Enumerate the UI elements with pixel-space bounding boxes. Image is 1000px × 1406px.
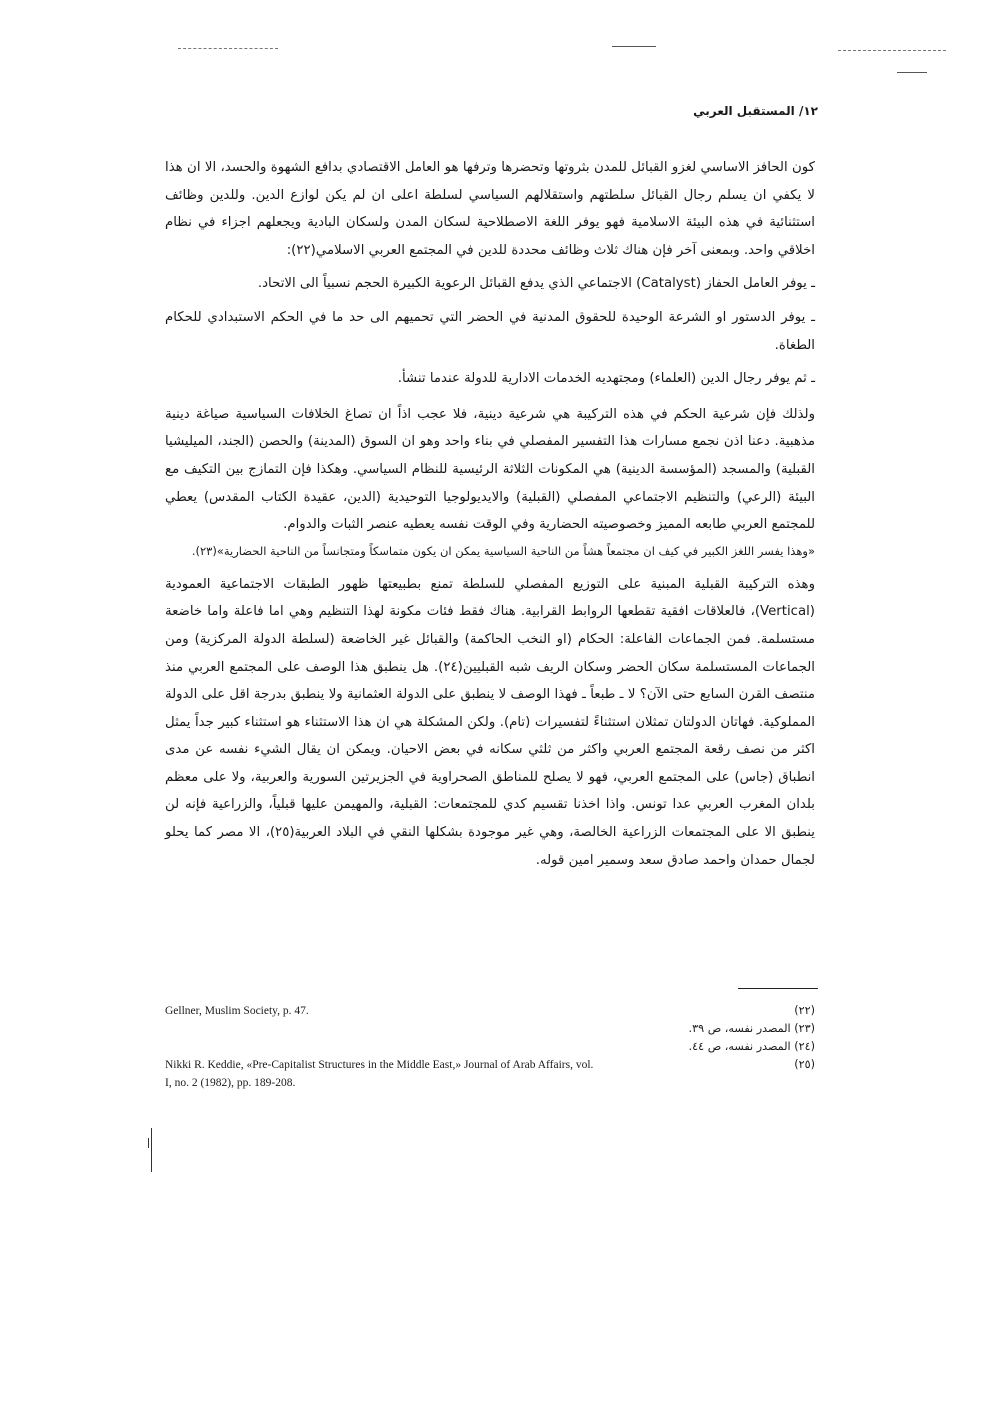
scan-artifact-line	[178, 48, 278, 49]
footnote-23	[165, 1020, 815, 1038]
footnotes	[165, 1002, 815, 1092]
paragraph-2-quote: «وهذا يفسر اللغز الكبير في كيف ان مجتمعاً هشاً من الناحية السياسية يمكن ان يكون متماسكاً ومتجانساً من الناحية الحضارية»(٢٣).	[191, 543, 815, 558]
paragraph-2: ولذلك فإن شرعية الحكم في هذه التركيبة هي شرعية دينية، فلا عجب اذاً ان تصاغ الخلافات السياسية صياغة دينية مذهبية. دعنا اذن نجمع مسارات هذا التفسير المفصلي في بناء واحد وهو ان السوق (المدينة) والحصن (الجند، الميليشيا القبلية) والمسجد (المؤسسة الدينية) هي المكونات الثلاثة الرئيسية للنظام السياسي. وهكذا فإن التمازج بين التكيف مع البيئة (الرعي) والتنظيم الاجتماعي المفصلي (القبلية) والايديولوجيا التوحيدية (الدين، عقيدة الكتاب المقدس) يعطي للمجتمع العربي طابعه المميز وخصوصيته الحضارية وفي الوقت نفسه يعطيه عنصر الثبات والدوام.	[165, 406, 815, 533]
list-item: ـ ثم يوفر رجال الدين (العلماء) ومجتهديه الخدمات الادارية للدولة عندما تنشأ.	[397, 371, 815, 387]
footnote-text: (٢٤) المصدر نفسه، ص ٤٤.	[688, 1040, 815, 1053]
scan-artifact-line	[612, 46, 656, 47]
footnote-number: (٢٥)	[794, 1058, 815, 1071]
scan-artifact-line	[897, 72, 927, 73]
footnote-24	[165, 1038, 815, 1056]
footnote-25-continued	[165, 1074, 815, 1092]
running-header: ١٢/ المستقبل العربي	[693, 104, 818, 118]
scan-margin-mark	[148, 1138, 149, 1148]
footnote-text: (٢٣) المصدر نفسه، ص ٣٩.	[688, 1022, 815, 1035]
list-item: ـ يوفر العامل الحفاز (Catalyst) الاجتماعي الذي يدفع القبائل الرعوية الكبيرة الحجم نسبياً الى الاتحاد.	[257, 276, 815, 292]
footnote-22	[165, 1002, 815, 1020]
body-text	[165, 154, 815, 874]
paragraph-3: وهذه التركيبة القبلية المبنية على التوزيع المفصلي للسلطة تمنع بطبيعتها ظهور الطبقات الاجتماعية العمودية (Vertical)، فالعلاقات افقية تقطعها الروابط القرابية. هناك فقط فئات مكونة لهذا التنظيم وهي اما فاعلة واما خاضعة مستسلمة. فمن الجماعات الفاعلة: الحكام (او النخب الحاكمة) والقبائل غير الخاضعة (لسلطة الدولة المركزية) ومن الجماعات المستسلمة سكان الحضر وسكان الريف شبه القبليين(٢٤). هل ينطبق هذا الوصف على المجتمع العربي منذ منتصف القرن السابع حتى الآن؟ لا ـ طبعاً ـ فهذا الوصف لا ينطبق على الدولة العثمانية ولا ينطبق بدرجة اقل على الدولة المملوكية. فهاتان الدولتان تمثلان استثناءً لتفسيرات (تام). ولكن المشكلة هي ان هذا الاستثناء هو استثناء كبير جداً يمثل اكثر من نصف رقعة المجتمع العربي واكثر من ثلثي سكانه في بعض الاحيان. ويمكن ان يقال الشيء نفسه عن مدى انطباق (جاس) على المجتمع العربي، فهو لا يصلح للمناطق الصحراوية في الجزيرتين السورية والعربية، ولا على معظم بلدان المغرب العربي عدا تونس. واذا اخذنا تقسيم كدي للمجتمعات: القبلية، والمهيمن عليها قبلياً، والزراعية فإنه لن ينطبق الا على المجتمعات الزراعية الخالصة، وهي غير موجودة بشكلها النقي في البلاد العربية(٢٥)، الا مصر كما يحلو لجمال حمدان واحمد صادق سعد وسمير امين قوله.	[165, 576, 815, 868]
scan-margin-mark	[151, 1128, 152, 1172]
paragraph-1: كون الحافز الاساسي لغزو القبائل للمدن بثروتها وتحضرها وترفها هو العامل الاقتصادي بدافع الشهوة والحسد، الا ان هذا لا يكفي ان يسلم رجال القبائل سلطتهم واستقلالهم السياسي لسلطة اعلى ان لم يكن لوازع الدين. وللدين وظائف استثنائية في هذه البيئة الاسلامية فهو يوفر اللغة الاصطلاحية لسكان المدن ولسكان البادية ويجعلهم اجزاء في نظام اخلاقي واحد. وبمعنى آخر فإن هناك ثلاث وظائف محددة للدين في المجتمع العربي الاسلامي(٢٢):	[165, 160, 815, 258]
footnote-number: (٢٢)	[794, 1004, 815, 1017]
footnote-text: Gellner, Muslim Society, p. 47.	[165, 1005, 309, 1017]
footnote-separator	[738, 988, 818, 989]
scan-artifact-line	[838, 50, 946, 51]
footnote-25	[165, 1056, 815, 1074]
footnote-text: I, no. 2 (1982), pp. 189-208.	[165, 1077, 296, 1089]
list-item: ـ يوفر الدستور او الشرعة الوحيدة للحقوق المدنية في الحضر التي تحميهم الى حد ما في الحكم الاستبدادي للحكام الطغاة.	[165, 309, 815, 353]
footnote-text: Nikki R. Keddie, «Pre-Capitalist Structures in the Middle East,» Journal of Arab Affairs, vol.	[165, 1059, 594, 1071]
